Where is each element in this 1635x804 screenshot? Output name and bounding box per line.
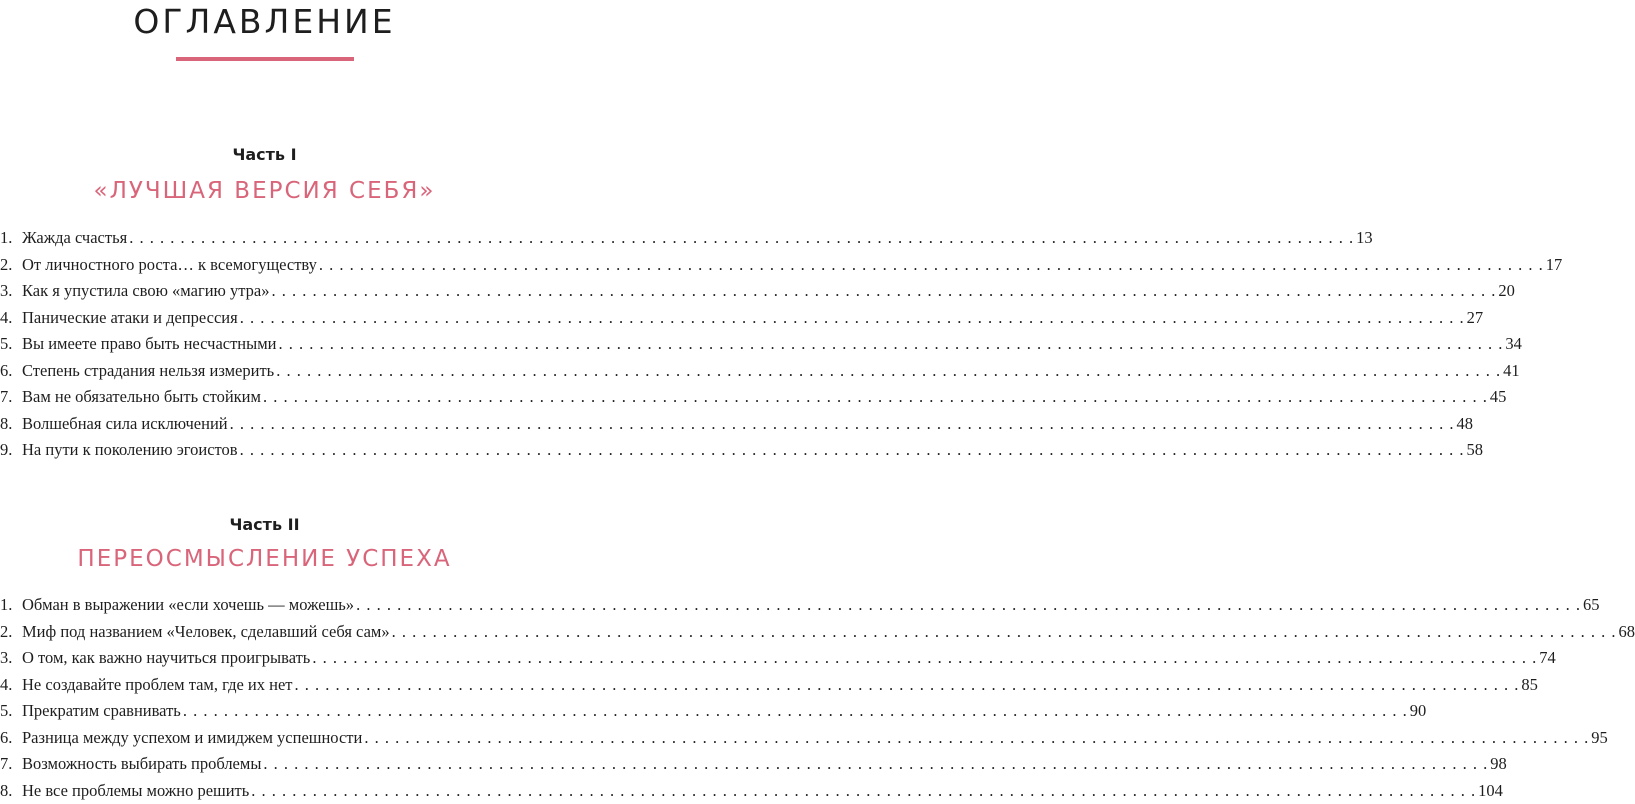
toc-entry-page-number: 20 xyxy=(1498,281,1515,300)
dot-leader: . . . . . . . . . . . . . . . . . . . . . . . . . . . . . . . . . . . . . . . . . . . . . . . . . . . . . . . . . . . . . . . . . . . . . . . . . . . . . . . . . . . . . . . . . . . . . . . . . . . . . . . . . . . . . . . . . . . . . . . . xyxy=(391,621,1617,641)
dot-leader: . . . . . . . . . . . . . . . . . . . . . . . . . . . . . . . . . . . . . . . . . . . . . . . . . . . . . . . . . . . . . . . . . . . . . . . . . . . . . . . . . . . . . . . . . . . . . . . . . . . . . . . . . . . . . . . . . . . . . . . . xyxy=(182,701,1408,720)
toc-entry-title: Прекратим сравнивать xyxy=(22,701,181,720)
toc-entry-number: 1. xyxy=(0,228,13,247)
toc-entry-page-number: 65 xyxy=(1582,595,1600,614)
page-title: ОГЛАВЛЕНИЕ xyxy=(133,2,396,41)
toc-entry-number: 1. xyxy=(0,595,13,614)
toc-entry-page-number: 41 xyxy=(1503,360,1520,380)
toc-entry[interactable] xyxy=(0,672,1538,699)
dot-leader: . . . . . . . . . . . . . . . . . . . . . . . . . . . . . . . . . . . . . . . . . . . . . . . . . . . . . . . . . . . . . . . . . . . . . . . . . . . . . . . . . . . . . . . . . . . . . . . . . . . . . . . . . . . . . . . . . . . . . . . . xyxy=(294,674,1520,694)
part-2-label: Часть II xyxy=(229,515,300,534)
toc-entry-page-number: 98 xyxy=(1490,754,1507,773)
toc-entry-page-number: 95 xyxy=(1591,727,1608,747)
toc-entry[interactable] xyxy=(0,411,1473,438)
part-1-label: Часть I xyxy=(232,145,297,164)
toc-entry-page-number: 27 xyxy=(1466,307,1484,327)
toc-entry-title: Как я упустила свою «магию утра» xyxy=(22,281,270,300)
toc-entry-number: 2. xyxy=(0,621,13,641)
toc-entry-number: 4. xyxy=(0,674,13,694)
toc-entry[interactable] xyxy=(0,592,1600,619)
toc-entry-number: 7. xyxy=(0,387,13,406)
dot-leader: . . . . . . . . . . . . . . . . . . . . . . . . . . . . . . . . . . . . . . . . . . . . . . . . . . . . . . . . . . . . . . . . . . . . . . . . . . . . . . . . . . . . . . . . . . . . . . . . . . . . . . . . . . . . . . . . . . . . . . . . xyxy=(318,254,1544,274)
dot-leader: . . . . . . . . . . . . . . . . . . . . . . . . . . . . . . . . . . . . . . . . . . . . . . . . . . . . . . . . . . . . . . . . . . . . . . . . . . . . . . . . . . . . . . . . . . . . . . . . . . . . . . . . . . . . . . . . . . . . . . . . xyxy=(263,754,1489,773)
toc-entry-title: Миф под названием «Человек, сделавший себя сам» xyxy=(22,621,390,641)
toc-entry[interactable] xyxy=(0,278,1515,305)
dot-leader: . . . . . . . . . . . . . . . . . . . . . . . . . . . . . . . . . . . . . . . . . . . . . . . . . . . . . . . . . . . . . . . . . . . . . . . . . . . . . . . . . . . . . . . . . . . . . . . . . . . . . . . . . . . . . . . . . . . . . . . . xyxy=(364,727,1590,747)
toc-entry-title: Жажда счастья xyxy=(22,228,128,247)
title-divider xyxy=(176,57,354,61)
dot-leader: . . . . . . . . . . . . . . . . . . . . . . . . . . . . . . . . . . . . . . . . . . . . . . . . . . . . . . . . . . . . . . . . . . . . . . . . . . . . . . . . . . . . . . . . . . . . . . . . . . . . . . . . . . . . . . . . . . . . . . . . xyxy=(262,387,1488,406)
toc-entry-page-number: 104 xyxy=(1478,780,1503,800)
toc-entry-page-number: 90 xyxy=(1409,701,1427,720)
toc-entry-title: Разница между успехом и имиджем успешности xyxy=(22,727,363,747)
toc-entry-number: 8. xyxy=(0,413,13,433)
toc-entry-page-number: 68 xyxy=(1618,621,1635,641)
toc-entry-page-number: 17 xyxy=(1545,254,1563,274)
toc-entry-page-number: 48 xyxy=(1456,413,1473,433)
toc-entry-number: 3. xyxy=(0,648,13,667)
toc-entry-title: Не все проблемы можно решить xyxy=(22,780,250,800)
part-2-toc-list xyxy=(0,592,1635,804)
toc-entry-title: Панические атаки и депрессия xyxy=(22,307,238,327)
toc-entry-number: 2. xyxy=(0,254,13,274)
dot-leader: . . . . . . . . . . . . . . . . . . . . . . . . . . . . . . . . . . . . . . . . . . . . . . . . . . . . . . . . . . . . . . . . . . . . . . . . . . . . . . . . . . . . . . . . . . . . . . . . . . . . . . . . . . . . . . . . . . . . . . . . xyxy=(271,281,1497,300)
toc-entry[interactable] xyxy=(0,698,1427,725)
dot-leader: . . . . . . . . . . . . . . . . . . . . . . . . . . . . . . . . . . . . . . . . . . . . . . . . . . . . . . . . . . . . . . . . . . . . . . . . . . . . . . . . . . . . . . . . . . . . . . . . . . . . . . . . . . . . . . . . . . . . . . . . xyxy=(356,595,1581,614)
toc-entry[interactable] xyxy=(0,358,1520,385)
toc-entry-number: 5. xyxy=(0,701,13,720)
dot-leader: . . . . . . . . . . . . . . . . . . . . . . . . . . . . . . . . . . . . . . . . . . . . . . . . . . . . . . . . . . . . . . . . . . . . . . . . . . . . . . . . . . . . . . . . . . . . . . . . . . . . . . . . . . . . . . . . . . . . . . . . xyxy=(129,228,1355,247)
dot-leader: . . . . . . . . . . . . . . . . . . . . . . . . . . . . . . . . . . . . . . . . . . . . . . . . . . . . . . . . . . . . . . . . . . . . . . . . . . . . . . . . . . . . . . . . . . . . . . . . . . . . . . . . . . . . . . . . . . . . . . . . xyxy=(278,334,1504,353)
toc-entry-title: Степень страдания нельзя измерить xyxy=(22,360,275,380)
dot-leader: . . . . . . . . . . . . . . . . . . . . . . . . . . . . . . . . . . . . . . . . . . . . . . . . . . . . . . . . . . . . . . . . . . . . . . . . . . . . . . . . . . . . . . . . . . . . . . . . . . . . . . . . . . . . . . . . . . . . . . . . xyxy=(312,648,1538,667)
toc-entry-number: 7. xyxy=(0,754,13,773)
toc-entry-number: 6. xyxy=(0,727,13,747)
toc-entry-title: От личностного роста… к всемогуществу xyxy=(22,254,317,274)
toc-entry-number: 3. xyxy=(0,281,13,300)
toc-entry[interactable] xyxy=(0,384,1507,411)
toc-entry-number: 4. xyxy=(0,307,13,327)
toc-entry-title: Возможность выбирать проблемы xyxy=(22,754,262,773)
toc-entry-page-number: 74 xyxy=(1539,648,1556,667)
dot-leader: . . . . . . . . . . . . . . . . . . . . . . . . . . . . . . . . . . . . . . . . . . . . . . . . . . . . . . . . . . . . . . . . . . . . . . . . . . . . . . . . . . . . . . . . . . . . . . . . . . . . . . . . . . . . . . . . . . . . . . . . xyxy=(276,360,1502,380)
toc-entry-title: О том, как важно научиться проигрывать xyxy=(22,648,311,667)
dot-leader: . . . . . . . . . . . . . . . . . . . . . . . . . . . . . . . . . . . . . . . . . . . . . . . . . . . . . . . . . . . . . . . . . . . . . . . . . . . . . . . . . . . . . . . . . . . . . . . . . . . . . . . . . . . . . . . . . . . . . . . . xyxy=(239,440,1465,459)
dot-leader: . . . . . . . . . . . . . . . . . . . . . . . . . . . . . . . . . . . . . . . . . . . . . . . . . . . . . . . . . . . . . . . . . . . . . . . . . . . . . . . . . . . . . . . . . . . . . . . . . . . . . . . . . . . . . . . . . . . . . . . . xyxy=(229,413,1455,433)
toc-entry[interactable] xyxy=(0,331,1522,358)
toc-entry[interactable] xyxy=(0,645,1556,672)
toc-entry-title: Вам не обязательно быть стойким xyxy=(22,387,261,406)
part-1-toc-list xyxy=(0,225,1563,464)
part-2-title: ПЕРЕОСМЫСЛЕНИЕ УСПЕХА xyxy=(77,546,452,572)
dot-leader: . . . . . . . . . . . . . . . . . . . . . . . . . . . . . . . . . . . . . . . . . . . . . . . . . . . . . . . . . . . . . . . . . . . . . . . . . . . . . . . . . . . . . . . . . . . . . . . . . . . . . . . . . . . . . . . . . . . . . . . . xyxy=(251,780,1477,800)
part-1-title: «ЛУЧШАЯ ВЕРСИЯ СЕБЯ» xyxy=(93,178,436,204)
toc-entry-title: Волшебная сила исключений xyxy=(22,413,228,433)
toc-entry-number: 6. xyxy=(0,360,13,380)
toc-entry[interactable] xyxy=(0,619,1635,646)
toc-entry[interactable] xyxy=(0,778,1503,804)
dot-leader: . . . . . . . . . . . . . . . . . . . . . . . . . . . . . . . . . . . . . . . . . . . . . . . . . . . . . . . . . . . . . . . . . . . . . . . . . . . . . . . . . . . . . . . . . . . . . . . . . . . . . . . . . . . . . . . . . . . . . . . . xyxy=(239,307,1465,327)
toc-entry-title: Вы имеете право быть несчастными xyxy=(22,334,277,353)
toc-entry-number: 8. xyxy=(0,780,13,800)
toc-entry[interactable] xyxy=(0,725,1608,752)
toc-entry-page-number: 85 xyxy=(1521,674,1538,694)
toc-entry[interactable] xyxy=(0,225,1373,252)
toc-entry-page-number: 58 xyxy=(1466,440,1483,459)
toc-entry[interactable] xyxy=(0,305,1484,332)
toc-entry[interactable] xyxy=(0,252,1563,279)
toc-entry-number: 5. xyxy=(0,334,13,353)
toc-entry-page-number: 13 xyxy=(1356,228,1373,247)
toc-entry[interactable] xyxy=(0,437,1483,464)
toc-entry-title: На пути к поколению эгоистов xyxy=(22,440,238,459)
toc-entry[interactable] xyxy=(0,751,1507,778)
toc-entry-number: 9. xyxy=(0,440,13,459)
toc-entry-title: Обман в выражении «если хочешь — можешь» xyxy=(22,595,355,614)
toc-entry-page-number: 45 xyxy=(1489,387,1507,406)
toc-entry-title: Не создавайте проблем там, где их нет xyxy=(22,674,293,694)
toc-entry-page-number: 34 xyxy=(1505,334,1522,353)
